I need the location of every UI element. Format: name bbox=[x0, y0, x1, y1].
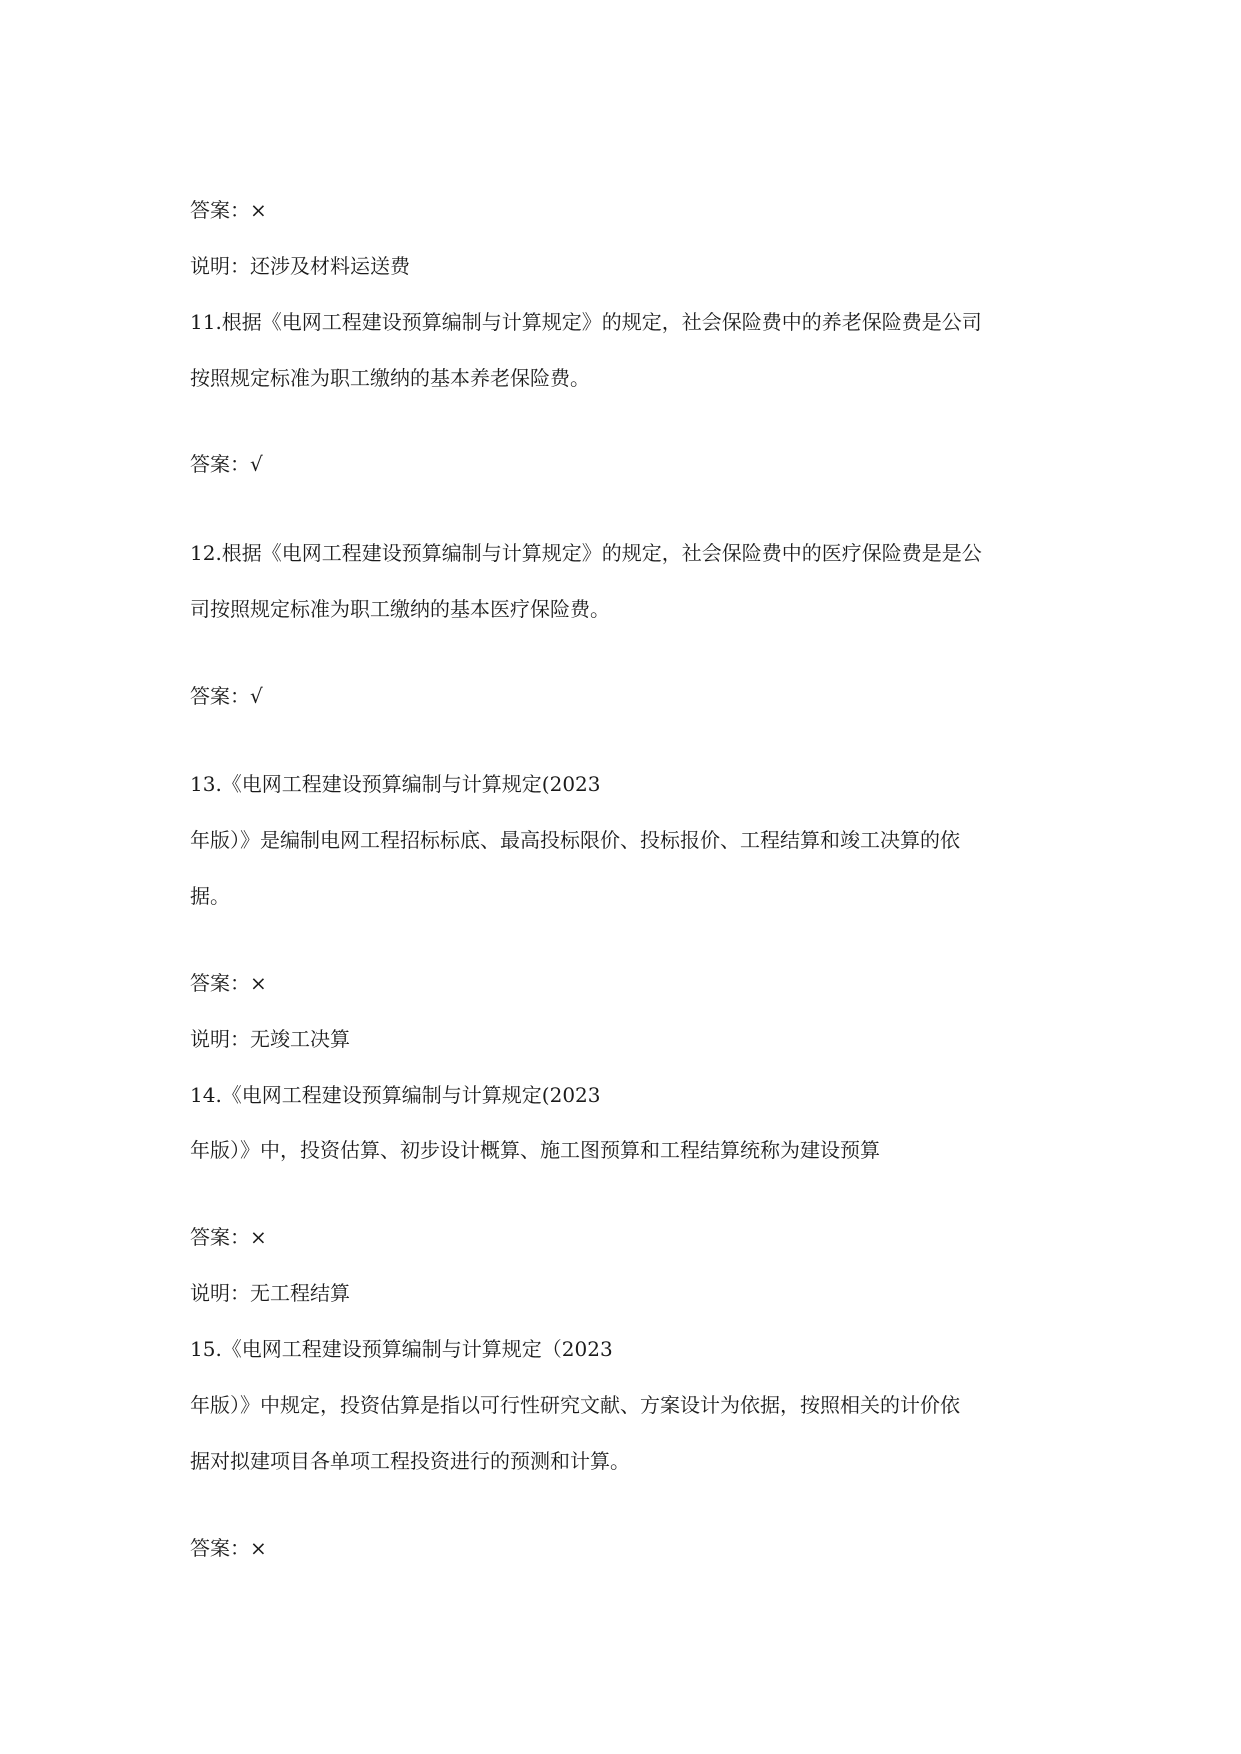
answer-line: 答案：√ bbox=[190, 452, 263, 476]
question-13-line-1: 13.《电网工程建设预算编制与计算规定(2023 bbox=[190, 772, 601, 796]
explanation-line: 说明：无工程结算 bbox=[190, 1281, 350, 1305]
question-15-line-2: 年版）》中规定，投资估算是指以可行性研究文献、方案设计为依据，按照相关的计价依 bbox=[190, 1393, 960, 1417]
question-12-line-2: 司按照规定标准为职工缴纳的基本医疗保险费。 bbox=[190, 597, 610, 621]
question-11-line-1: 11.根据《电网工程建设预算编制与计算规定》的规定，社会保险费中的养老保险费是公司 bbox=[190, 310, 982, 334]
answer-line: 答案：× bbox=[190, 198, 267, 222]
question-11-line-2: 按照规定标准为职工缴纳的基本养老保险费。 bbox=[190, 366, 590, 390]
answer-line: 答案：√ bbox=[190, 684, 263, 708]
question-12-line-1: 12.根据《电网工程建设预算编制与计算规定》的规定，社会保险费中的医疗保险费是是公 bbox=[190, 541, 982, 565]
question-14-line-2: 年版）》中，投资估算、初步设计概算、施工图预算和工程结算统称为建设预算 bbox=[190, 1138, 880, 1162]
question-13-line-2: 年版）》是编制电网工程招标标底、最高投标限价、投标报价、工程结算和竣工决算的依 bbox=[190, 828, 960, 852]
answer-line: 答案：× bbox=[190, 1536, 267, 1560]
answer-line: 答案：× bbox=[190, 971, 267, 995]
question-13-line-3: 据。 bbox=[190, 884, 230, 908]
question-15-line-1: 15.《电网工程建设预算编制与计算规定（2023 bbox=[190, 1337, 613, 1361]
question-15-line-3: 据对拟建项目各单项工程投资进行的预测和计算。 bbox=[190, 1449, 630, 1473]
explanation-line: 说明：还涉及材料运送费 bbox=[190, 254, 410, 278]
answer-line: 答案：× bbox=[190, 1225, 267, 1249]
question-14-line-1: 14.《电网工程建设预算编制与计算规定(2023 bbox=[190, 1083, 601, 1107]
explanation-line: 说明：无竣工决算 bbox=[190, 1027, 350, 1051]
